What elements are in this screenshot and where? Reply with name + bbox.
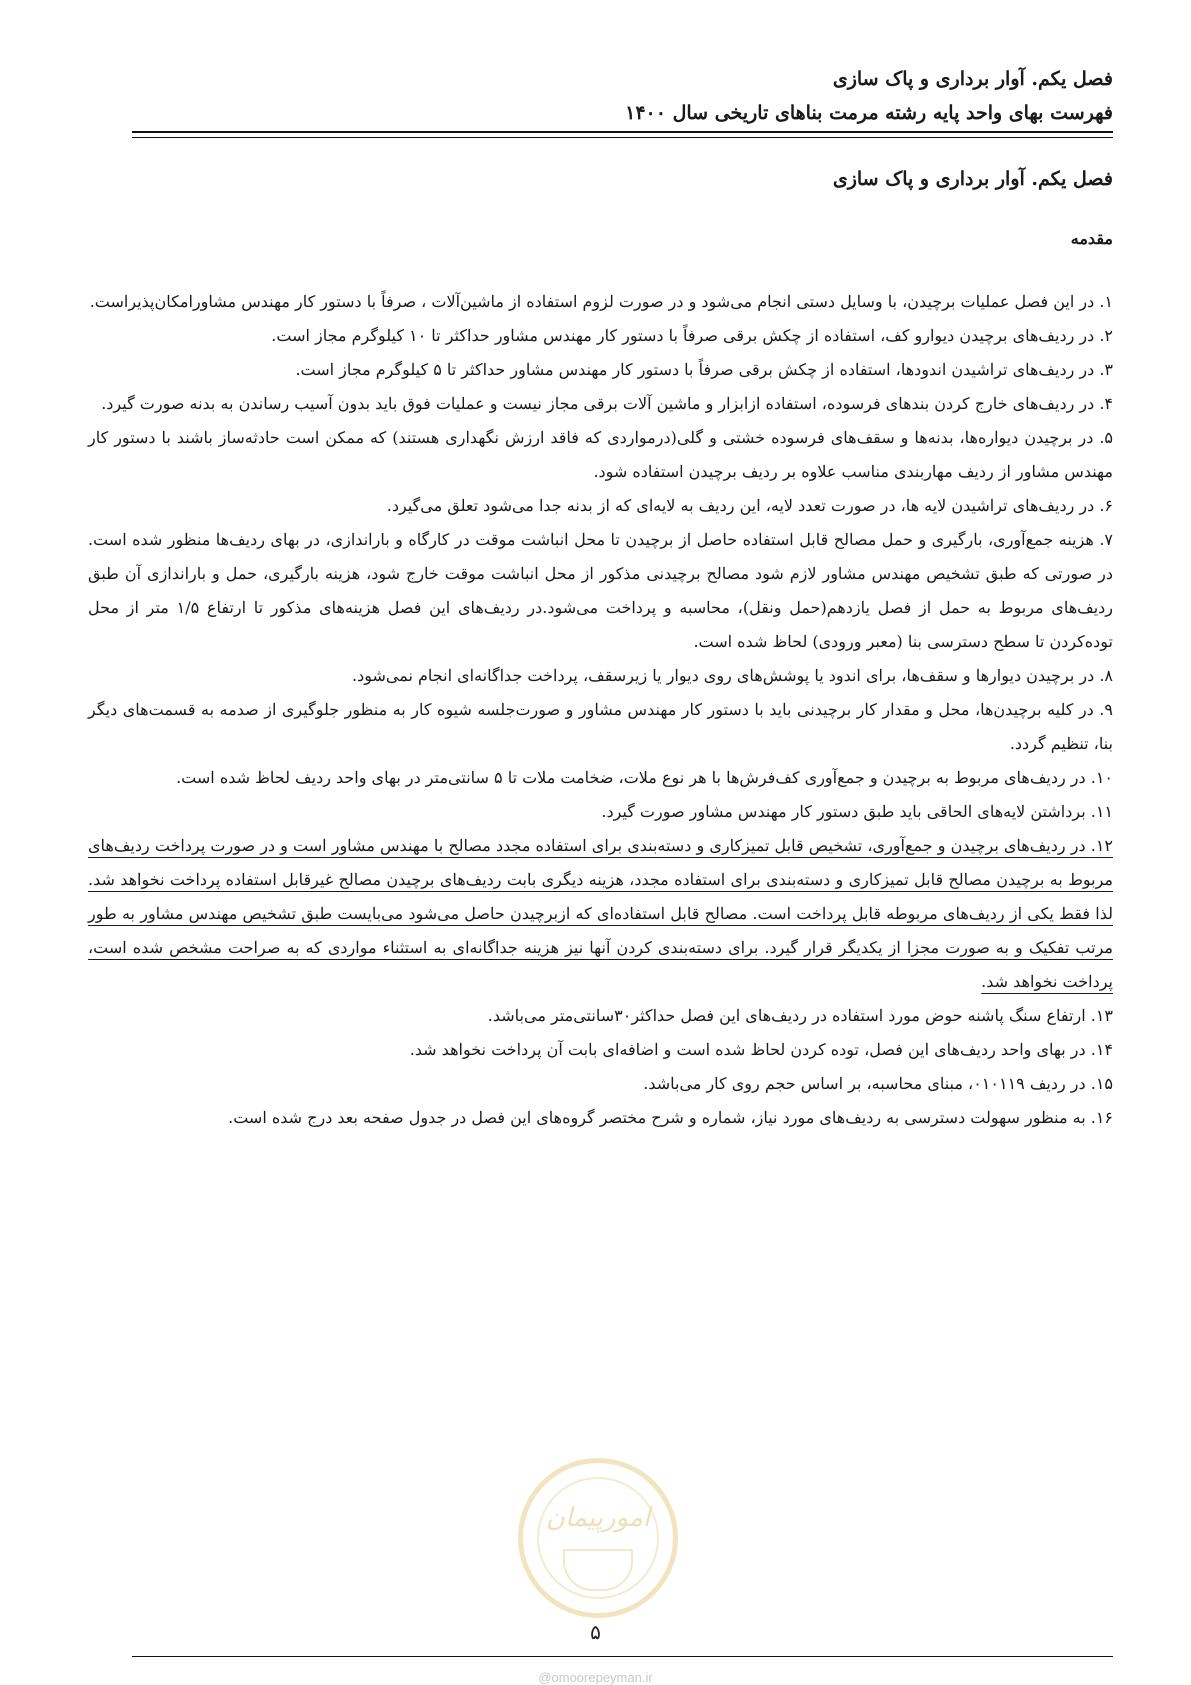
list-item: ۴. در ردیف‌های خارج کردن بندهای فرسوده، استفاده ازابزار و ماشین آلات برقی مجاز نیست و عملیات فوق باید بدون آسیب رساندن به بدنه صورت گیرد. — [101, 394, 1113, 413]
chapter-title: فصل یکم. آوار برداری و پاک سازی — [832, 168, 1113, 190]
list-item: ۹. در کلیه برچیدن‌ها، محل و مقدار کار برچیدنی باید با دستور کار مهندس مشاور و صورت‌جلسه شیوه کار به منظور جلوگیری از صدمه به قسمت‌های دیگر بنا، تنظیم گردد. — [88, 700, 1113, 753]
list-item: ۶. در ردیف‌های تراشیدن لایه ها، در صورت تعدد لایه، این ردیف به لایه‌ای که از بدنه جدا می‌شود تعلق می‌گیرد. — [386, 496, 1113, 515]
list-item: ۲. در ردیف‌های برچیدن دیوارو کف، استفاده از چکش برقی صرفاً با دستور کار مهندس مشاور حداکثر تا ۱۰ کیلوگرم مجاز است. — [271, 326, 1113, 345]
footer-url: @omoorepeyman.ir — [538, 1670, 653, 1685]
list-item: ۱۴. در بهای واحد ردیف‌های این فصل، توده کردن لحاظ شده است و اضافه‌ای بابت آن پرداخت نخواهد شد. — [409, 1040, 1113, 1059]
list-item: ۱۱. برداشتن لایه‌های الحاقی باید طبق دستور کار مهندس مشاور صورت گیرد. — [601, 802, 1113, 821]
list-item: ۷. هزینه جمع‌آوری، بارگیری و حمل مصالح قابل استفاده حاصل از برچیدن تا محل انباشت موقت در کارگاه و باراندازی، در بهای ردیف‌ها منظور شده است. در صورتی که طبق تشخیص مهندس مشاور لازم شود مصالح برچیدنی مذکور از محل انباشت موقت خارج شود، هزینه بارگیری، حمل و باراندازی آن طبق ردیف‌های مربوط به حمل از فصل یازدهم(حمل ونقل)، محاسبه و پرداخت می‌شود.در ردیف‌های این فصل هزینه‌های مذکور تا ارتفاع ۱/۵ متر از محل توده‌کردن تا سطح دسترسی بنا (معبر ورودی) لحاظ شده است. — [88, 530, 1114, 651]
list-item: ۸. در برچیدن دیوارها و سقف‌ها، برای اندود یا پوشش‌های روی دیوار یا زیرسقف، پرداخت جداگانه‌ای انجام نمی‌شود. — [352, 666, 1113, 685]
page-number: ۵ — [590, 1620, 601, 1644]
list-item: ۱۶. به منظور سهولت دسترسی به ردیف‌های مورد نیاز، شماره و شرح مختصر گروه‌های این فصل در جدول صفحه بعد درج شده است. — [228, 1108, 1113, 1127]
header-list-title: فهرست بهای واحد پایه رشته مرمت بناهای تاریخی سال ۱۴۰۰ — [625, 102, 1113, 124]
list-item: ۵. در برچیدن دیواره‌ها، بدنه‌ها و سقف‌های فرسوده خشتی و گلی(درمواردی که فاقد ارزش نگهداری هستند) که ممکن است حادثه‌ساز باشند با دستور کار مهندس مشاور از ردیف مهاربندی مناسب علاوه بر ردیف برچیدن استفاده شود. — [88, 428, 1114, 481]
list-item: ۱۳. ارتفاع سنگ پاشنه حوض مورد استفاده در ردیف‌های این فصل حداکثر۳۰سانتی‌متر می‌باشد. — [487, 1006, 1113, 1025]
header-chapter: فصل یکم. آوار برداری و پاک سازی — [832, 68, 1113, 90]
list-item: ۱. در این فصل عملیات برچیدن، با وسایل دستی انجام می‌شود و در صورت لزوم استفاده از ماشین‌آلات ، صرفاً با دستور کار مهندس مشاورامکان‌پذیراست. — [89, 292, 1113, 311]
list-item: ۱۰. در ردیف‌های مربوط به برچیدن و جمع‌آوری کف‌فرش‌ها با هر نوع ملات، ضخامت ملات تا ۵ سانتی‌متر در بهای واحد ردیف لحاظ شده است. — [176, 768, 1113, 787]
list-item: ۱۵. در ردیف ۰۱۰۱۱۹، مبنای محاسبه، بر اساس حجم روی کار می‌باشد. — [643, 1074, 1113, 1093]
section-heading: مقدمه — [1070, 229, 1113, 248]
page-header — [132, 62, 1113, 130]
watermark-logo — [518, 1458, 678, 1618]
list-item: ۳. در ردیف‌های تراشیدن اندودها، استفاده از چکش برقی صرفاً با دستور کار مهندس مشاور حداکثر تا ۵ کیلوگرم مجاز است. — [295, 360, 1113, 379]
footer-divider — [132, 1656, 1113, 1657]
list-item: ۱۲. در ردیف‌های برچیدن و جمع‌آوری، تشخیص قابل تمیزکاری و دسته‌بندی برای استفاده مجدد مصالح با مهندس مشاور است و در صورت پرداخت ردیف‌های مربوط به برچیدن مصالح قابل تمیزکاری و دسته‌بندی برای استفاده مجدد، هزینه دیگری بابت ردیف‌های برچیدن مصالح غیرقابل استفاده پرداخت نخواهد شد. لذا فقط یکی از ردیف‌های مربوطه قابل پرداخت است. مصالح قابل استفاده‌ای که ازبرچیدن حاصل می‌شود می‌بایست طبق تشخیص مهندس مشاور به طور مرتب تفکیک و به صورت مجزا از یکدیگر قرار گیرد. برای دسته‌بندی کردن آنها نیز هزینه جداگانه‌ای به استثناء مواردی که به صراحت مشخص شده است، پرداخت نخواهد شد. — [88, 836, 1113, 991]
document-body — [88, 285, 1113, 1135]
header-divider — [132, 131, 1113, 138]
watermark-logo-text: امورپیمان — [545, 1503, 651, 1533]
